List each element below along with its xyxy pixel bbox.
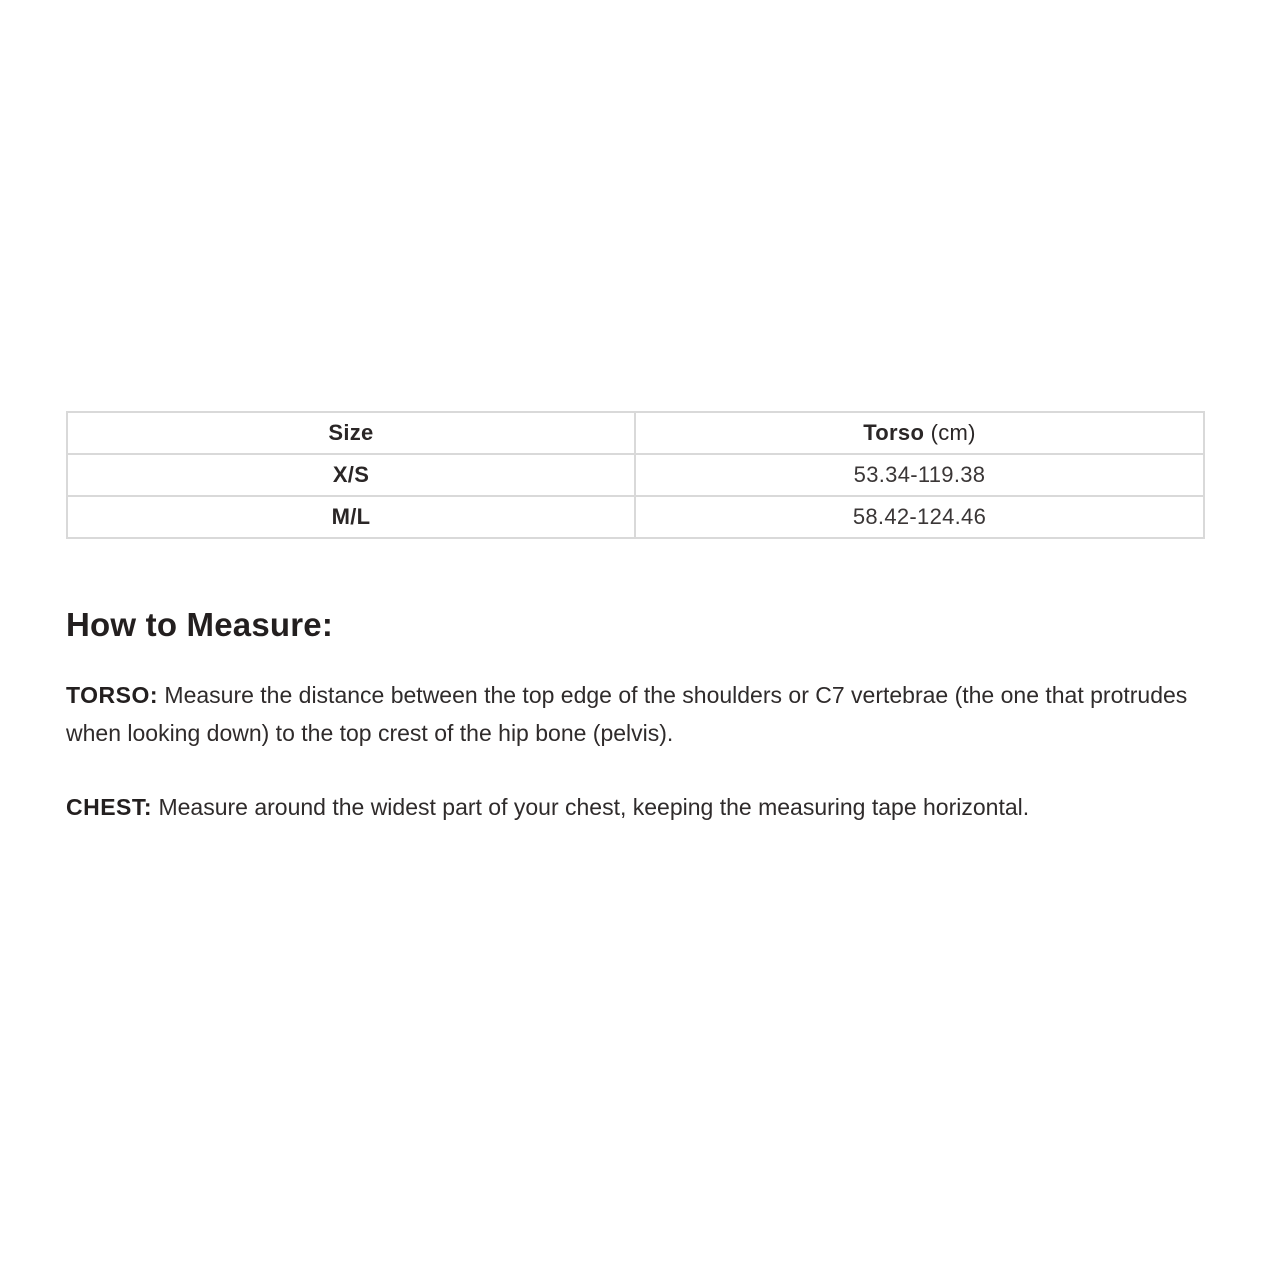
size-chart-table	[66, 411, 1205, 539]
torso-label: TORSO:	[66, 682, 159, 708]
how-to-measure-heading: How to Measure:	[66, 606, 334, 643]
size-cell: M/L	[67, 496, 635, 538]
torso-header-unit: (cm)	[930, 420, 976, 445]
size-header-label: Size	[328, 420, 374, 445]
torso-cell: 53.34-119.38	[635, 454, 1204, 496]
chest-instructions	[66, 788, 1216, 826]
table-row	[67, 454, 1204, 496]
table-row	[67, 496, 1204, 538]
torso-instructions-text: Measure the distance between the top edge of the shoulders or C7 vertebrae (the one that protrudes when looking down) to the top crest of the hip bone (pelvis).	[66, 682, 1188, 746]
torso-header-label: Torso	[863, 420, 925, 445]
torso-instructions	[66, 676, 1216, 752]
size-cell: X/S	[67, 454, 635, 496]
table-header-row	[67, 412, 1204, 454]
chest-instructions-text: Measure around the widest part of your chest, keeping the measuring tape horizontal.	[158, 794, 1030, 820]
chest-label: CHEST:	[66, 794, 153, 820]
torso-cell: 58.42-124.46	[635, 496, 1204, 538]
size-column-header	[67, 412, 635, 454]
torso-column-header	[635, 412, 1204, 454]
